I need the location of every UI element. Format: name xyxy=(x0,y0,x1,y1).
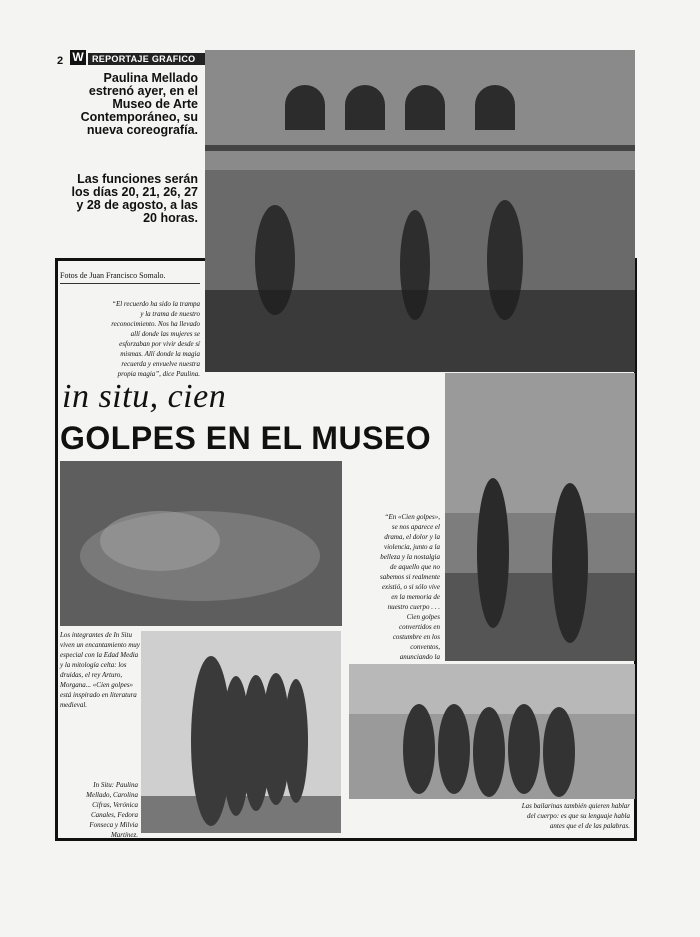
frame-line-bottom xyxy=(55,838,637,841)
photo-cast-portrait xyxy=(141,631,341,833)
headline-line-2: GOLPES EN EL MUSEO xyxy=(60,420,432,456)
pull-quote-paulina: “El recuerdo ha sido la trampa y la trama de nuestro reconocimiento. Nos ha llevado allí donde las mujeres se esforzaban por vivir desde sí mismas. Allí donde la magia recuerda y envuelve nuestra propia magia”, dice Paulina. xyxy=(111,300,200,378)
pull-quote-cien-golpes: “En «Cien golpes», se nos aparece el drama, el dolor y la violencia, junto a la belleza y la nostalgia de aquello que no sabemos si realmente existió, o si sólo vive en la memoria de nuestro cuerpo . . . Cien golpes convertidos en costumbre en los conventos, anunciando la xyxy=(379,513,440,661)
caption-cast: In Situ: Paulina Mellado, Carolina Cifras, Verónica Canales, Fedora Fonseca y Milvia Martínez. xyxy=(86,781,138,839)
headline-line-1: in situ, cien xyxy=(62,378,227,415)
page-number: 2 xyxy=(57,55,64,67)
frame-line-top xyxy=(55,258,205,261)
main-photo-atrium xyxy=(205,50,635,372)
caption-group: Los integrantes de In Situ viven un encantamiento muy especial con la Edad Media y la mitología celta: los druidas, el rey Arturo, Morgana... «Cien golpes» está inspirado en literatura medieval. xyxy=(60,631,140,709)
photo-credit: Fotos de Juan Francisco Somalo. xyxy=(60,271,200,284)
intro-lead: Paulina Mellado estrenó ayer, en el Museo de Arte Contemporáneo, su nueva coreografía. xyxy=(80,71,198,137)
section-name: REPORTAJE GRAFICO xyxy=(88,53,207,65)
photo-two-dancers xyxy=(445,373,635,661)
intro-dates: Las funciones serán los días 20, 21, 26, 27 y 28 de agosto, a las 20 horas. xyxy=(71,172,198,225)
section-logo: W xyxy=(70,50,86,65)
frame-line-left xyxy=(55,258,58,840)
photo-blurred-dancers xyxy=(60,461,342,626)
caption-dancers: Las bailarinas también quieren hablar del cuerpo: es que su lenguaje habla antes que el de las palabras. xyxy=(521,802,630,830)
photo-dancers-row xyxy=(349,664,635,799)
